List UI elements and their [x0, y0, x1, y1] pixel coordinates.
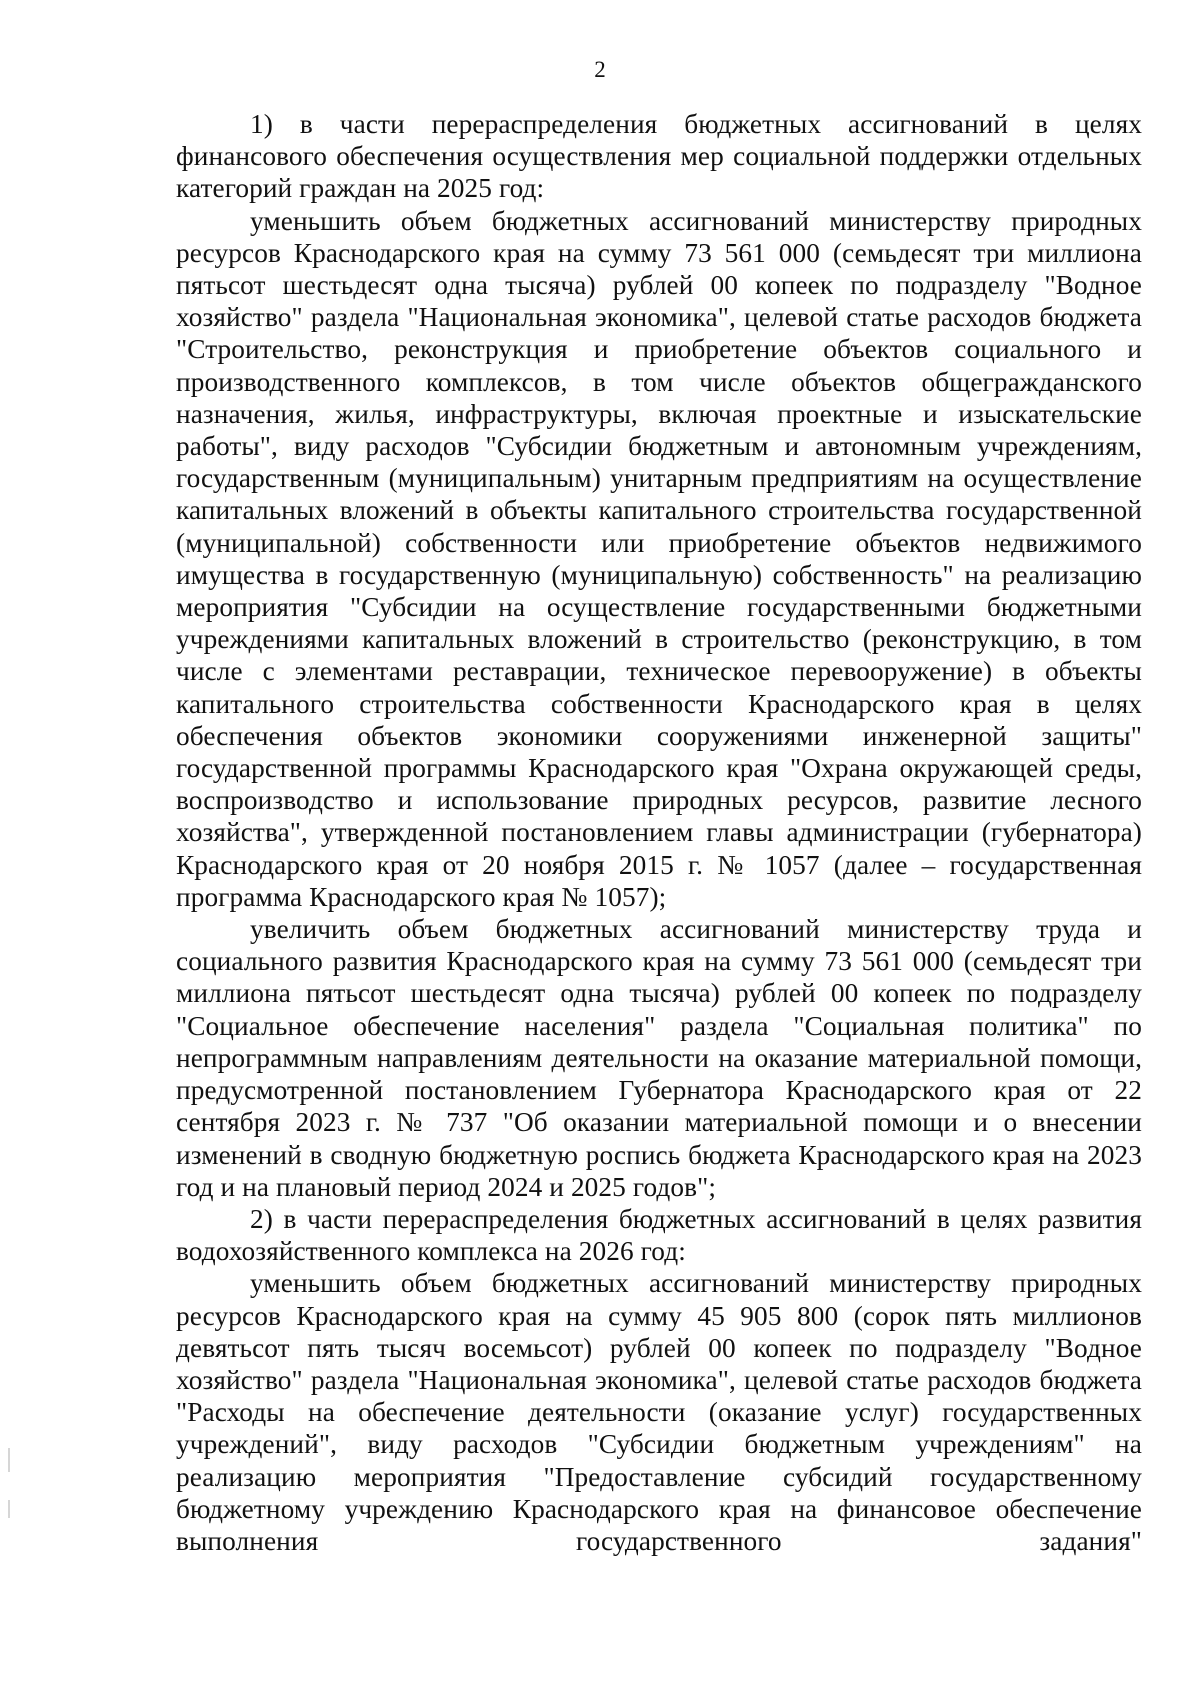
paragraph-increase-labor-ministry-2025: увеличить объем бюджетных ассигнований министерству труда и социального развития Краснодарского края на сумму 73 561 000 (семьдесят три миллиона пятьсот шестьдесят одна тысяча) рублей 00 копеек по подразделу "Социальное обеспечение населения" раздела "Социальная политика" по непрограммным направлениям деятельности на оказание материальной помощи, предусмотренной постановлением Губернатора Краснодарского края от 22 сентября 2023 г. № 737 "Об оказании материальной помощи и о внесении изменений в сводную бюджетную роспись бюджета Краснодарского края на 2023 год и на плановый период 2024 и 2025 годов";	[176, 914, 1142, 1202]
paragraph-item-2-redistribution-2026: 2) в части перераспределения бюджетных ассигнований в целях развития водохозяйственного комплекса на 2026 год:	[176, 1203, 1142, 1267]
document-body	[176, 108, 1142, 1557]
paragraph-decrease-natural-resources-2025: уменьшить объем бюджетных ассигнований министерству природных ресурсов Краснодарского края на сумму 73 561 000 (семьдесят три миллиона пятьсот шестьдесят одна тысяча) рублей 00 копеек по подразделу "Водное хозяйство" раздела "Национальная экономика", целевой статье расходов бюджета "Строительство, реконструкция и приобретение объектов социального и производственного комплексов, в том числе объектов общегражданского назначения, жилья, инфраструктуры, включая проектные и изыскательские работы", виду расходов "Субсидии бюджетным и автономным учреждениям, государственным (муниципальным) унитарным предприятиям на осуществление капитальных вложений в объекты капитального строительства государственной (муниципальной) собственности или приобретение объектов недвижимого имущества в государственную (муниципальную) собственность" на реализацию мероприятия "Субсидии на осуществление государственными бюджетными учреждениями капитальных вложений в строительство (реконструкцию, в том числе с элементами реставрации, техническое перевооружение) в объекты капитального строительства собственности Краснодарского края в целях обеспечения объектов экономики сооружениями инженерной защиты" государственной программы Краснодарского края "Охрана окружающей среды, воспроизводство и использование природных ресурсов, развитие лесного хозяйства", утвержденной постановлением главы администрации (губернатора) Краснодарского края от 20 ноября 2015 г. № 1057 (далее – государственная программа Краснодарского края № 1057);	[176, 205, 1142, 912]
paragraph-decrease-natural-resources-2026: уменьшить объем бюджетных ассигнований министерству природных ресурсов Краснодарского края на сумму 45 905 800 (сорок пять миллионов девятьсот пять тысяч восемьсот) рублей 00 копеек по подразделу "Водное хозяйство" раздела "Национальная экономика", целевой статье расходов бюджета "Расходы на обеспечение деятельности (оказание услуг) государственных учреждений", виду расходов "Субсидии бюджетным учреждениям" на реализацию мероприятия "Предоставление субсидий государственному бюджетному учреждению Краснодарского края на финансовое обеспечение выполнения государственного задания"	[176, 1268, 1142, 1556]
scan-margin-mark	[8, 1500, 10, 1518]
paragraph-item-1-redistribution-2025: 1) в части перераспределения бюджетных ассигнований в целях финансового обеспечения осуществления мер социальной поддержки отдельных категорий граждан на 2025 год:	[176, 109, 1142, 204]
scan-margin-mark	[8, 1448, 10, 1472]
page-number: 2	[594, 57, 606, 82]
